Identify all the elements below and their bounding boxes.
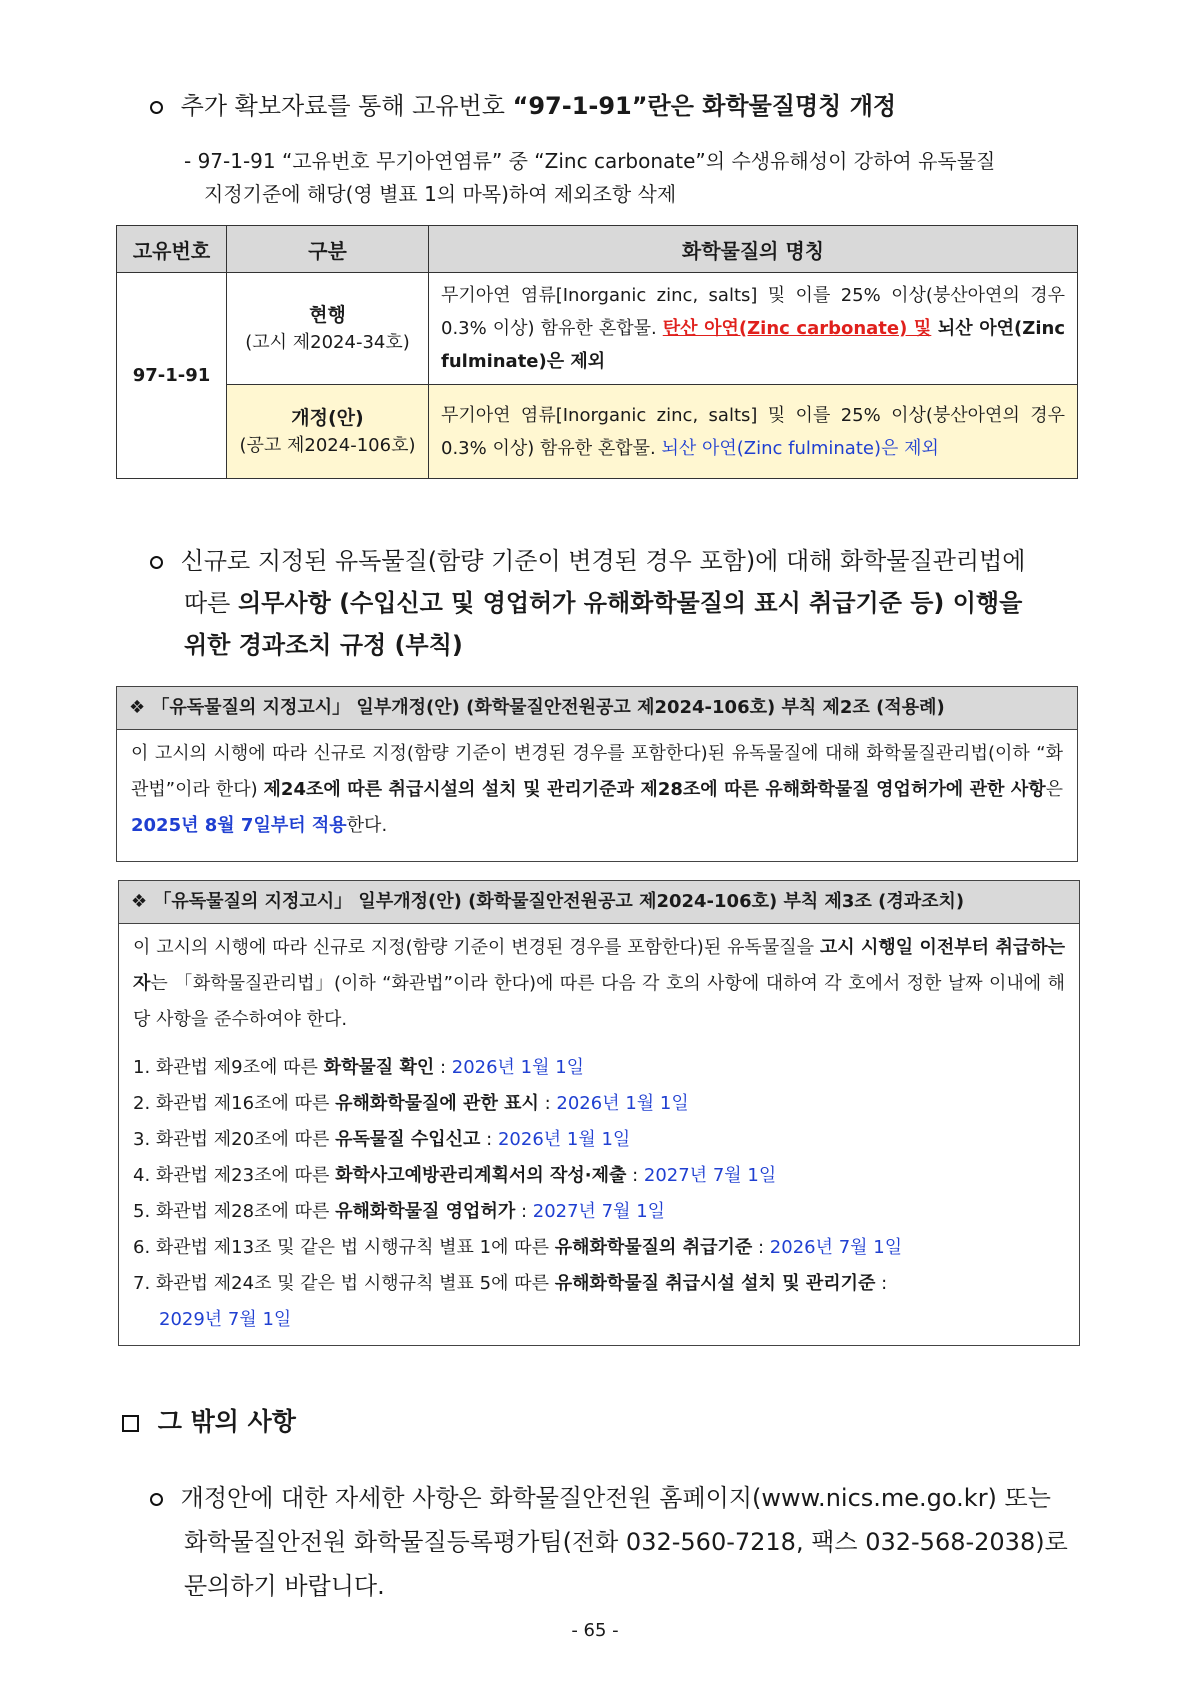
header-chemical-name: 화학물질의 명칭 xyxy=(429,226,1078,273)
revised-text-cell: 무기아연 염류[Inorganic zinc, salts] 및 이를 25% 이상(붕산아연의 경우 0.3% 이상) 함유한 혼합물. 뇌산 아연(Zinc fulminate)은 제외 xyxy=(429,385,1078,479)
current-text-cell: 무기아연 염류[Inorganic zinc, salts] 및 이를 25% 이상(붕산아연의 경우 0.3% 이상) 함유한 혼합물. 탄산 아연(Zinc carbonate) 및 뇌산 아연(Zinc fulminate)은 제외 xyxy=(429,273,1078,385)
addendum-article3-box xyxy=(118,880,1080,1346)
section1-note: - 97-1-91 “고유번호 무기아연염류” 중 “Zinc carbonate”의 수생유해성이 강하여 유독물질 지정기준에 해당(영 별표 1의 마목)하여 제외조항 삭제 xyxy=(184,149,996,206)
section3-paragraph: 개정안에 대한 자세한 사항은 화학물질안전원 홈페이지(www.nics.me.go.kr) 또는 화학물질안전원 화학물질등록평가팀(전화 032-560-7218, 팩스 032-568-2038)로 문의하기 바랍니다. xyxy=(150,1476,1080,1608)
addendum-article3-intro: 이 고시의 시행에 따라 신규로 지정(함량 기준이 변경된 경우를 포함한다)된 유독물질을 고시 시행일 이전부터 취급하는 자는 「화학물질관리법」(이하 “화관법”이라 한다)에 따른 다음 각 호의 사항에 대하여 각 호에서 정한 날짜 이내에 해당 사항을 준수하여야 한다. xyxy=(133,937,1065,1030)
current-label-cell: 현행 (고시 제2024-34호) xyxy=(227,273,429,385)
list-item: 4. 화관법 제23조에 따른 화학사고예방관리계획서의 작성·제출 : 2027년 7월 1일 xyxy=(133,1165,777,1186)
revised-label-cell: 개정(안) (공고 제2024-106호) xyxy=(227,385,429,479)
list-item: 7. 화관법 제24조 및 같은 법 시행규칙 별표 5에 따른 유해화학물질 취급시설 설치 및 관리기준 : 2029년 7월 1일 xyxy=(133,1273,888,1330)
list-item: 1. 화관법 제9조에 따른 화학물질 확인 : 2026년 1월 1일 xyxy=(133,1057,585,1078)
deadline-list xyxy=(119,1044,1079,1338)
chemical-name-table xyxy=(116,225,1078,479)
addendum-article2-body: 이 고시의 시행에 따라 신규로 지정(함량 기준이 변경된 경우를 포함한다)된 유독물질에 대해 화학물질관리법(이하 “화관법”이라 한다) 제24조에 따른 취급시설의 설치 및 관리기준과 제28조에 따른 유해화학물질 영업허가에 관한 사항은 2025년 8월 7일부터 적용한다. xyxy=(131,743,1063,836)
addendum-article2-box xyxy=(116,686,1078,862)
page-number: - 65 - xyxy=(571,1620,619,1641)
section3-title: 그 밖의 사항 xyxy=(122,1404,296,1440)
section2-paragraph: 신규로 지정된 유독물질(함량 기준이 변경된 경우 포함)에 대해 화학물질관리법에 따른 의무사항 (수입신고 및 영업허가 유해화학물질의 표시 취급기준 등) 이행을 위한 경과조치 규정 (부칙) xyxy=(150,540,1080,666)
addendum-article3-header: ❖ 「유독물질의 지정고시」 일부개정(안) (화학물질안전원공고 제2024-106호) 부칙 제3조 (경과조치) xyxy=(119,881,1079,924)
circle-bullet-icon xyxy=(150,1493,163,1506)
header-category: 구분 xyxy=(227,226,429,273)
circle-bullet-icon xyxy=(150,101,163,114)
header-id: 고유번호 xyxy=(117,226,227,273)
id-cell: 97-1-91 xyxy=(117,273,227,479)
circle-bullet-icon xyxy=(150,556,163,569)
section1-heading: 추가 확보자료를 통해 고유번호 “97-1-91”란은 화학물질명칭 개정 xyxy=(150,88,896,124)
list-item: 3. 화관법 제20조에 따른 유독물질 수입신고 : 2026년 1월 1일 xyxy=(133,1129,631,1150)
addendum-article2-header: ❖ 「유독물질의 지정고시」 일부개정(안) (화학물질안전원공고 제2024-106호) 부칙 제2조 (적용례) xyxy=(117,687,1077,730)
list-item: 2. 화관법 제16조에 따른 유해화학물질에 관한 표시 : 2026년 1월 1일 xyxy=(133,1093,689,1114)
list-item: 5. 화관법 제28조에 따른 유해화학물질 영업허가 : 2027년 7월 1일 xyxy=(133,1201,666,1222)
list-item: 6. 화관법 제13조 및 같은 법 시행규칙 별표 1에 따른 유해화학물질의 취급기준 : 2026년 7월 1일 xyxy=(133,1237,903,1258)
square-bullet-icon xyxy=(122,1415,139,1432)
